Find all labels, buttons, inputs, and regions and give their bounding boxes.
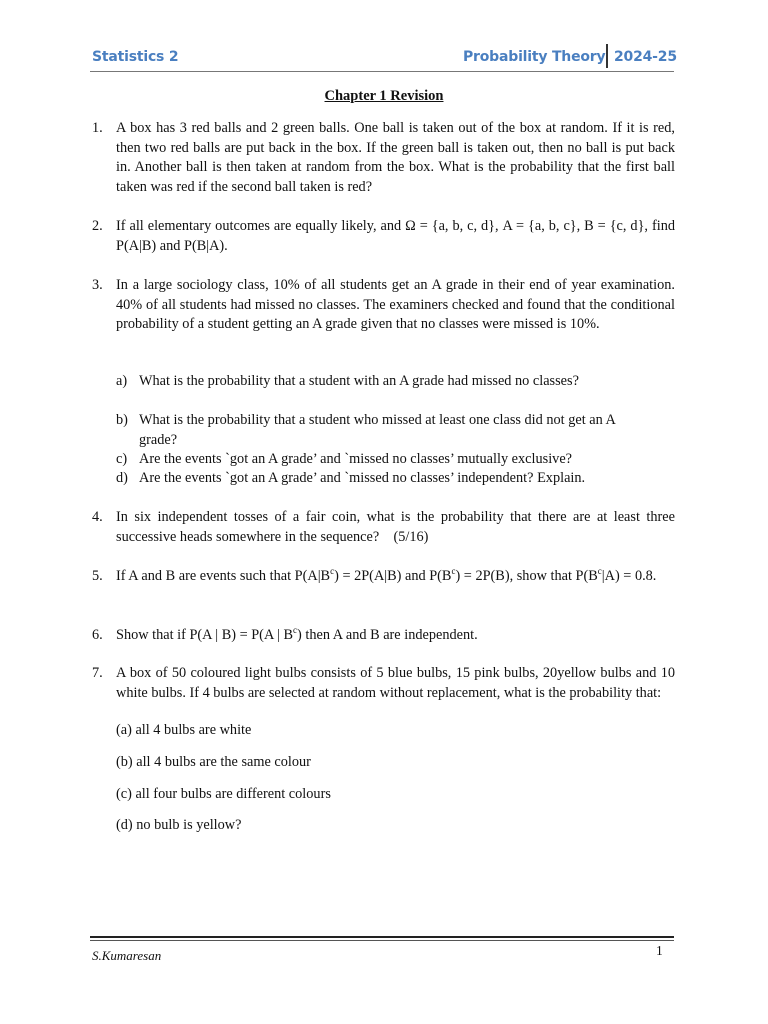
question-number: 3. [92, 277, 103, 293]
question-text: A box has 3 red balls and 2 green balls. One ball is taken out of the box at random. If it is red, then two red balls are put back in the box. If the green ball is taken out, then no ball is put back in. Another ball is then taken at random from the box. What is the probability that the first ball taken was red if the second ball taken is red? [116, 120, 675, 195]
part-label: a) [116, 373, 128, 389]
footer-rule-thin [90, 940, 674, 941]
question-number: 7. [92, 665, 103, 681]
question-3-part-b [116, 411, 626, 450]
question-number: 1. [92, 120, 103, 136]
question-3 [92, 276, 675, 335]
part-text: Are the events `got an A grade’ and `missed no classes’ independent? Explain. [139, 470, 586, 486]
header-topic: Probability Theory [463, 49, 606, 65]
question-text: In six independent tosses of a fair coin, what is the probability that there are at least three successive heads somewhere in the sequence? (5/16) [116, 509, 679, 545]
header-separator [606, 44, 608, 68]
question-2 [92, 217, 675, 256]
part-text: What is the probability that a student who missed at least one class did not get an A grade? [139, 412, 616, 448]
question-number: 6. [92, 627, 103, 643]
question-3-part-a [116, 372, 586, 392]
question-7-part-d: (d) no bulb is yellow? [116, 817, 242, 833]
question-text: In a large sociology class, 10% of all students get an A grade in their end of year examination. 40% of all students had missed no classes. The examiners checked and found that the conditional probability of a student getting an A grade given that no classes were missed is 10%. [116, 277, 675, 333]
question-text: A box of 50 coloured light bulbs consists of 5 blue bulbs, 15 pink bulbs, 20yellow bulbs and 10 white bulbs. If 4 bulbs are selected at random without replacement, what is the probability that: [116, 665, 675, 701]
question-7-part-c: (c) all four bulbs are different colours [116, 786, 331, 802]
question-6 [92, 626, 675, 646]
question-number: 4. [92, 509, 103, 525]
question-3-part-d [116, 469, 636, 489]
question-7-part-b: (b) all 4 bulbs are the same colour [116, 754, 311, 770]
footer-rule [90, 936, 674, 938]
part-text: Are the events `got an A grade’ and `missed no classes’ mutually exclusive? [139, 451, 573, 467]
page-title: Chapter 1 Revision [324, 88, 444, 104]
question-text: Show that if P(A | B) = P(A | $B^c$) then A and B are independent. [116, 625, 478, 643]
part-text: What is the probability that a student with an A grade had missed no classes? [139, 373, 579, 389]
question-text: If all elementary outcomes are equally likely, and Ω = {a, b, c, d}, A = {a, b, c}, B = {c, d}, find P(A|B) and P(B|A). [116, 218, 675, 254]
part-label: d) [116, 470, 128, 486]
part-label: b) [116, 412, 128, 428]
question-number: 5. [92, 568, 103, 584]
question-4 [92, 508, 679, 547]
question-number: 2. [92, 218, 103, 234]
question-5 [92, 567, 675, 587]
question-7-part-a: (a) all 4 bulbs are white [116, 722, 252, 738]
header-rule [90, 71, 674, 72]
header-course: Statistics 2 [92, 49, 179, 65]
part-label: c) [116, 451, 128, 467]
footer-author: S.Kumaresan [92, 948, 162, 963]
question-7 [92, 664, 675, 703]
question-3-part-c [116, 450, 636, 470]
header-year: 2024-25 [614, 49, 677, 65]
question-text: If A and B are events such that $P(A|B^c) = 2P(A|B)$ and $P(B^c) = 2P(B)$, show that $P(B^c|A) = 0.8$. [116, 566, 657, 584]
question-1 [92, 119, 675, 197]
page-number: 1 [656, 943, 663, 958]
